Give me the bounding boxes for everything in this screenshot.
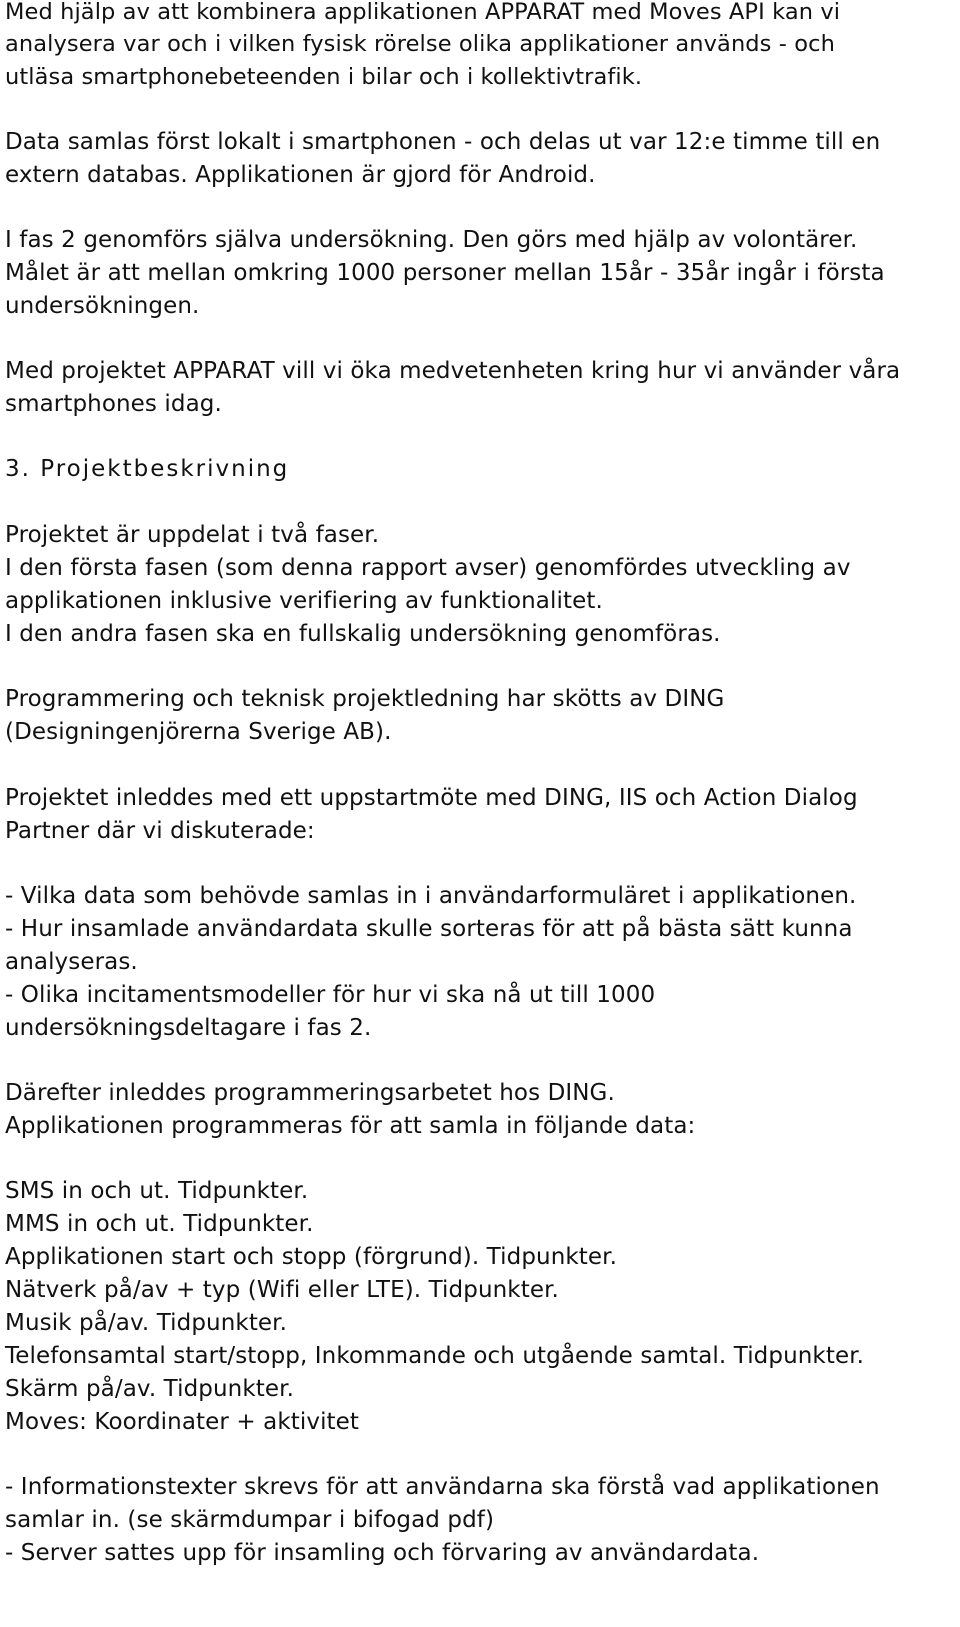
programming-start-line-2: Applikationen programmeras för att samla in följande data: [5,1113,696,1139]
kickoff-line-1: Projektet inleddes med ett uppstartmöte med DING, IIS och Action Dialog [5,785,858,811]
data-item: Nätverk på/av + typ (Wifi eller LTE). Tidpunkter. [5,1277,559,1303]
data-item: Telefonsamtal start/stopp, Inkommande och utgående samtal. Tidpunkter. [5,1343,865,1369]
discussion-line-1: - Vilka data som behövde samlas in i användarformuläret i applikationen. [5,883,857,909]
phases-line-3: applikationen inklusive verifiering av funktionalitet. [5,588,603,614]
kickoff-line-2: Partner där vi diskuterade: [5,818,315,844]
programming-start-line-1: Därefter inleddes programmeringsarbetet hos DING. [5,1080,615,1106]
phase2-line-1: I fas 2 genomförs själva undersökning. Den görs med hjälp av volontärer. [5,227,858,253]
phase2-line-3: undersökningen. [5,293,200,319]
phase2-line-2: Målet är att mellan omkring 1000 personer mellan 15år - 35år ingår i första [5,260,885,286]
discussion-line-5: undersökningsdeltagare i fas 2. [5,1015,372,1041]
final-line-3: - Server sattes upp för insamling och förvaring av användardata. [5,1540,760,1566]
goal-line-2: smartphones idag. [5,391,222,417]
data-collection-line-2: extern databas. Applikationen är gjord för Android. [5,162,596,188]
data-item: MMS in och ut. Tidpunkter. [5,1211,314,1237]
data-item: Musik på/av. Tidpunkter. [5,1310,288,1336]
data-item: SMS in och ut. Tidpunkter. [5,1178,309,1204]
phases-line-4: I den andra fasen ska en fullskalig undersökning genomföras. [5,621,721,647]
intro-line-3: utläsa smartphonebeteenden i bilar och i kollektivtrafik. [5,64,643,90]
discussion-line-2: - Hur insamlade användardata skulle sorteras för att på bästa sätt kunna [5,916,853,942]
discussion-line-3: analyseras. [5,949,138,975]
discussion-line-4: - Olika incitamentsmodeller för hur vi ska nå ut till 1000 [5,982,656,1008]
final-line-2: samlar in. (se skärmdumpar i bifogad pdf) [5,1507,495,1533]
intro-line-2: analysera var och i vilken fysisk rörelse olika applikationer används - och [5,31,835,57]
data-collection-line-1: Data samlas först lokalt i smartphonen - och delas ut var 12:e timme till en [5,129,881,155]
section-heading: 3. Projektbeskrivning [5,456,290,482]
phases-line-2: I den första fasen (som denna rapport avser) genomfördes utveckling av [5,555,851,581]
goal-line-1: Med projektet APPARAT vill vi öka medvetenheten kring hur vi använder våra [5,358,901,384]
programming-line-1: Programmering och teknisk projektledning har skötts av DING [5,686,725,712]
programming-line-2: (Designingenjörerna Sverige AB). [5,719,392,745]
final-line-1: - Informationstexter skrevs för att användarna ska förstå vad applikationen [5,1474,880,1500]
intro-line-1: Med hjälp av att kombinera applikationen APPARAT med Moves API kan vi [5,0,841,25]
phases-line-1: Projektet är uppdelat i två faser. [5,522,380,548]
data-item: Skärm på/av. Tidpunkter. [5,1376,294,1402]
data-item: Applikationen start och stopp (förgrund). Tidpunkter. [5,1244,618,1270]
data-item: Moves: Koordinater + aktivitet [5,1409,360,1435]
